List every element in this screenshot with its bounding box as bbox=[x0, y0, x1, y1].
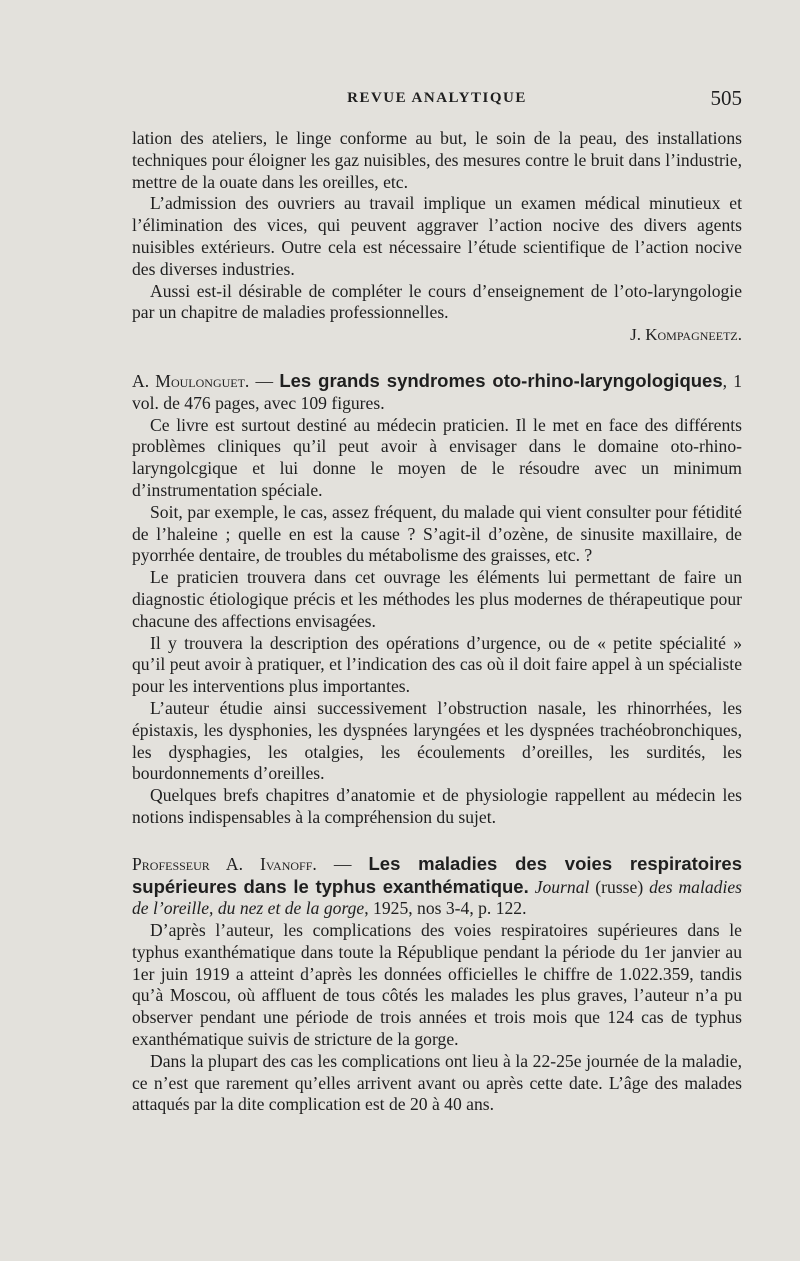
page-body bbox=[132, 128, 742, 1116]
page-header bbox=[132, 86, 742, 110]
page-number: 505 bbox=[710, 86, 742, 110]
book-details: , 1 vol. de 476 pages, avec 109 figures. bbox=[132, 370, 743, 413]
signature: J. Kompagneetz. bbox=[630, 325, 742, 345]
paragraph: L’admission des ouvriers au travail implique un examen médical minutieux et l’élimination des vices, qui peuvent aggraver l’action nocive des divers agents nuisibles extérieurs. Outre cela est nécessaire l’étude scientifique de l’action nocive des diverses industries. bbox=[132, 193, 742, 279]
journal-name-rest: des maladies de l’oreille, du nez et de la gorge bbox=[132, 876, 742, 919]
paragraph: lation des ateliers, le linge conforme au but, le soin de la peau, des installations techniques pour éloigner les gaz nuisibles, des mesures contre le bruit dans l’industrie, mettre de la ouate dans les oreilles, etc. bbox=[132, 128, 742, 192]
review-moulonguet bbox=[132, 370, 742, 829]
author: A. Moulonguet. bbox=[132, 370, 250, 391]
author: Professeur A. Ivanoff. bbox=[132, 853, 317, 874]
paragraph: D’après l’auteur, les complications des voies respiratoires supérieures dans le typhus exanthématique dans toute la République pendant la période du 1er janvier au 1er juin 1919 a atteint d’après les données officielles le chiffre de 1.022.359, tandis qu’à Moscou, où affluent de tous côtés les malades les plus graves, l’auteur n’a pu observer pendant une période de trois années et trois mois que 124 cas de typhus exanthématique suivis de stricture de la gorge. bbox=[132, 920, 742, 1050]
paragraph: Soit, par exemple, le cas, assez fréquent, du malade qui vient consulter pour fétidité de l’haleine ; quelle en est la cause ? S’agit-il d’ozène, de sinusite maxillaire, de pyorrhée dentaire, de troubles du métabolisme des graisses, etc. ? bbox=[132, 501, 742, 566]
review-kompagneetz-continued bbox=[132, 128, 742, 346]
paragraph: Ce livre est surtout destiné au médecin praticien. Il le met en face des différents problèmes cliniques qu’il peut avoir à envisager dans le domaine oto-rhino-laryngolcgique et lui donne le moyen de le résoudre avec un minimum d’instrumentation spéciale. bbox=[132, 414, 742, 500]
review-heading: Professeur A. Ivanoff. — Les maladies des voies respiratoires supérieures dans le typhus exanthématique. Journal (russe) des maladies de l’oreille, du nez et de la gorge, 1925, nos 3-4, p. 122. bbox=[132, 852, 742, 919]
running-head: REVUE ANALYTIQUE bbox=[347, 90, 527, 106]
citation: , 1925, nos 3-4, p. 122. bbox=[364, 898, 527, 919]
review-ivanoff bbox=[132, 853, 742, 1117]
journal-name: Journal bbox=[528, 876, 590, 897]
book-title: Les grands syndromes oto-rhino-laryngologiques bbox=[279, 369, 723, 391]
paragraph: L’auteur étudie ainsi successivement l’obstruction nasale, les rhinorrhées, les épistaxis, les dysphonies, les dyspnées laryngées et les dyspnées trachéobronchiques, les dysphagies, les otalgies, les écoulements d’oreilles, les surdités, les bourdonnements d’oreilles. bbox=[132, 697, 742, 784]
paragraph: Aussi est-il désirable de compléter le cours d’enseignement de l’oto-laryngologie par un chapitre de maladies professionnelles. bbox=[132, 280, 742, 323]
paragraph: Il y trouvera la description des opérations d’urgence, ou de « petite spécialité » qu’il peut avoir à pratiquer, et l’indication des cas où il doit faire appel à un spécialiste pour les interventions plus importantes. bbox=[132, 632, 742, 697]
article-title: Les maladies des voies respiratoires supérieures dans le typhus exanthématique. bbox=[132, 852, 742, 897]
review-heading: A. Moulonguet. — Les grands syndromes oto-rhino-laryngologiques, 1 vol. de 476 pages, avec 109 figures. bbox=[132, 369, 743, 413]
paragraph: Le praticien trouvera dans cet ouvrage les éléments lui permettant de faire un diagnostic étiologique précis et les méthodes les plus modernes de thérapeutique pour chacune des affections envisagées. bbox=[132, 567, 742, 631]
paragraph: Quelques brefs chapitres d’anatomie et de physiologie rappellent au médecin les notions indispensables à la compréhension du sujet. bbox=[132, 785, 742, 827]
paragraph: Dans la plupart des cas les complications ont lieu à la 22-25e journée de la maladie, ce n’est que rarement qu’elles arrivent avant ou après cette date. L’âge des malades attaqués par la dite complication est de 20 à 40 ans. bbox=[132, 1050, 742, 1115]
